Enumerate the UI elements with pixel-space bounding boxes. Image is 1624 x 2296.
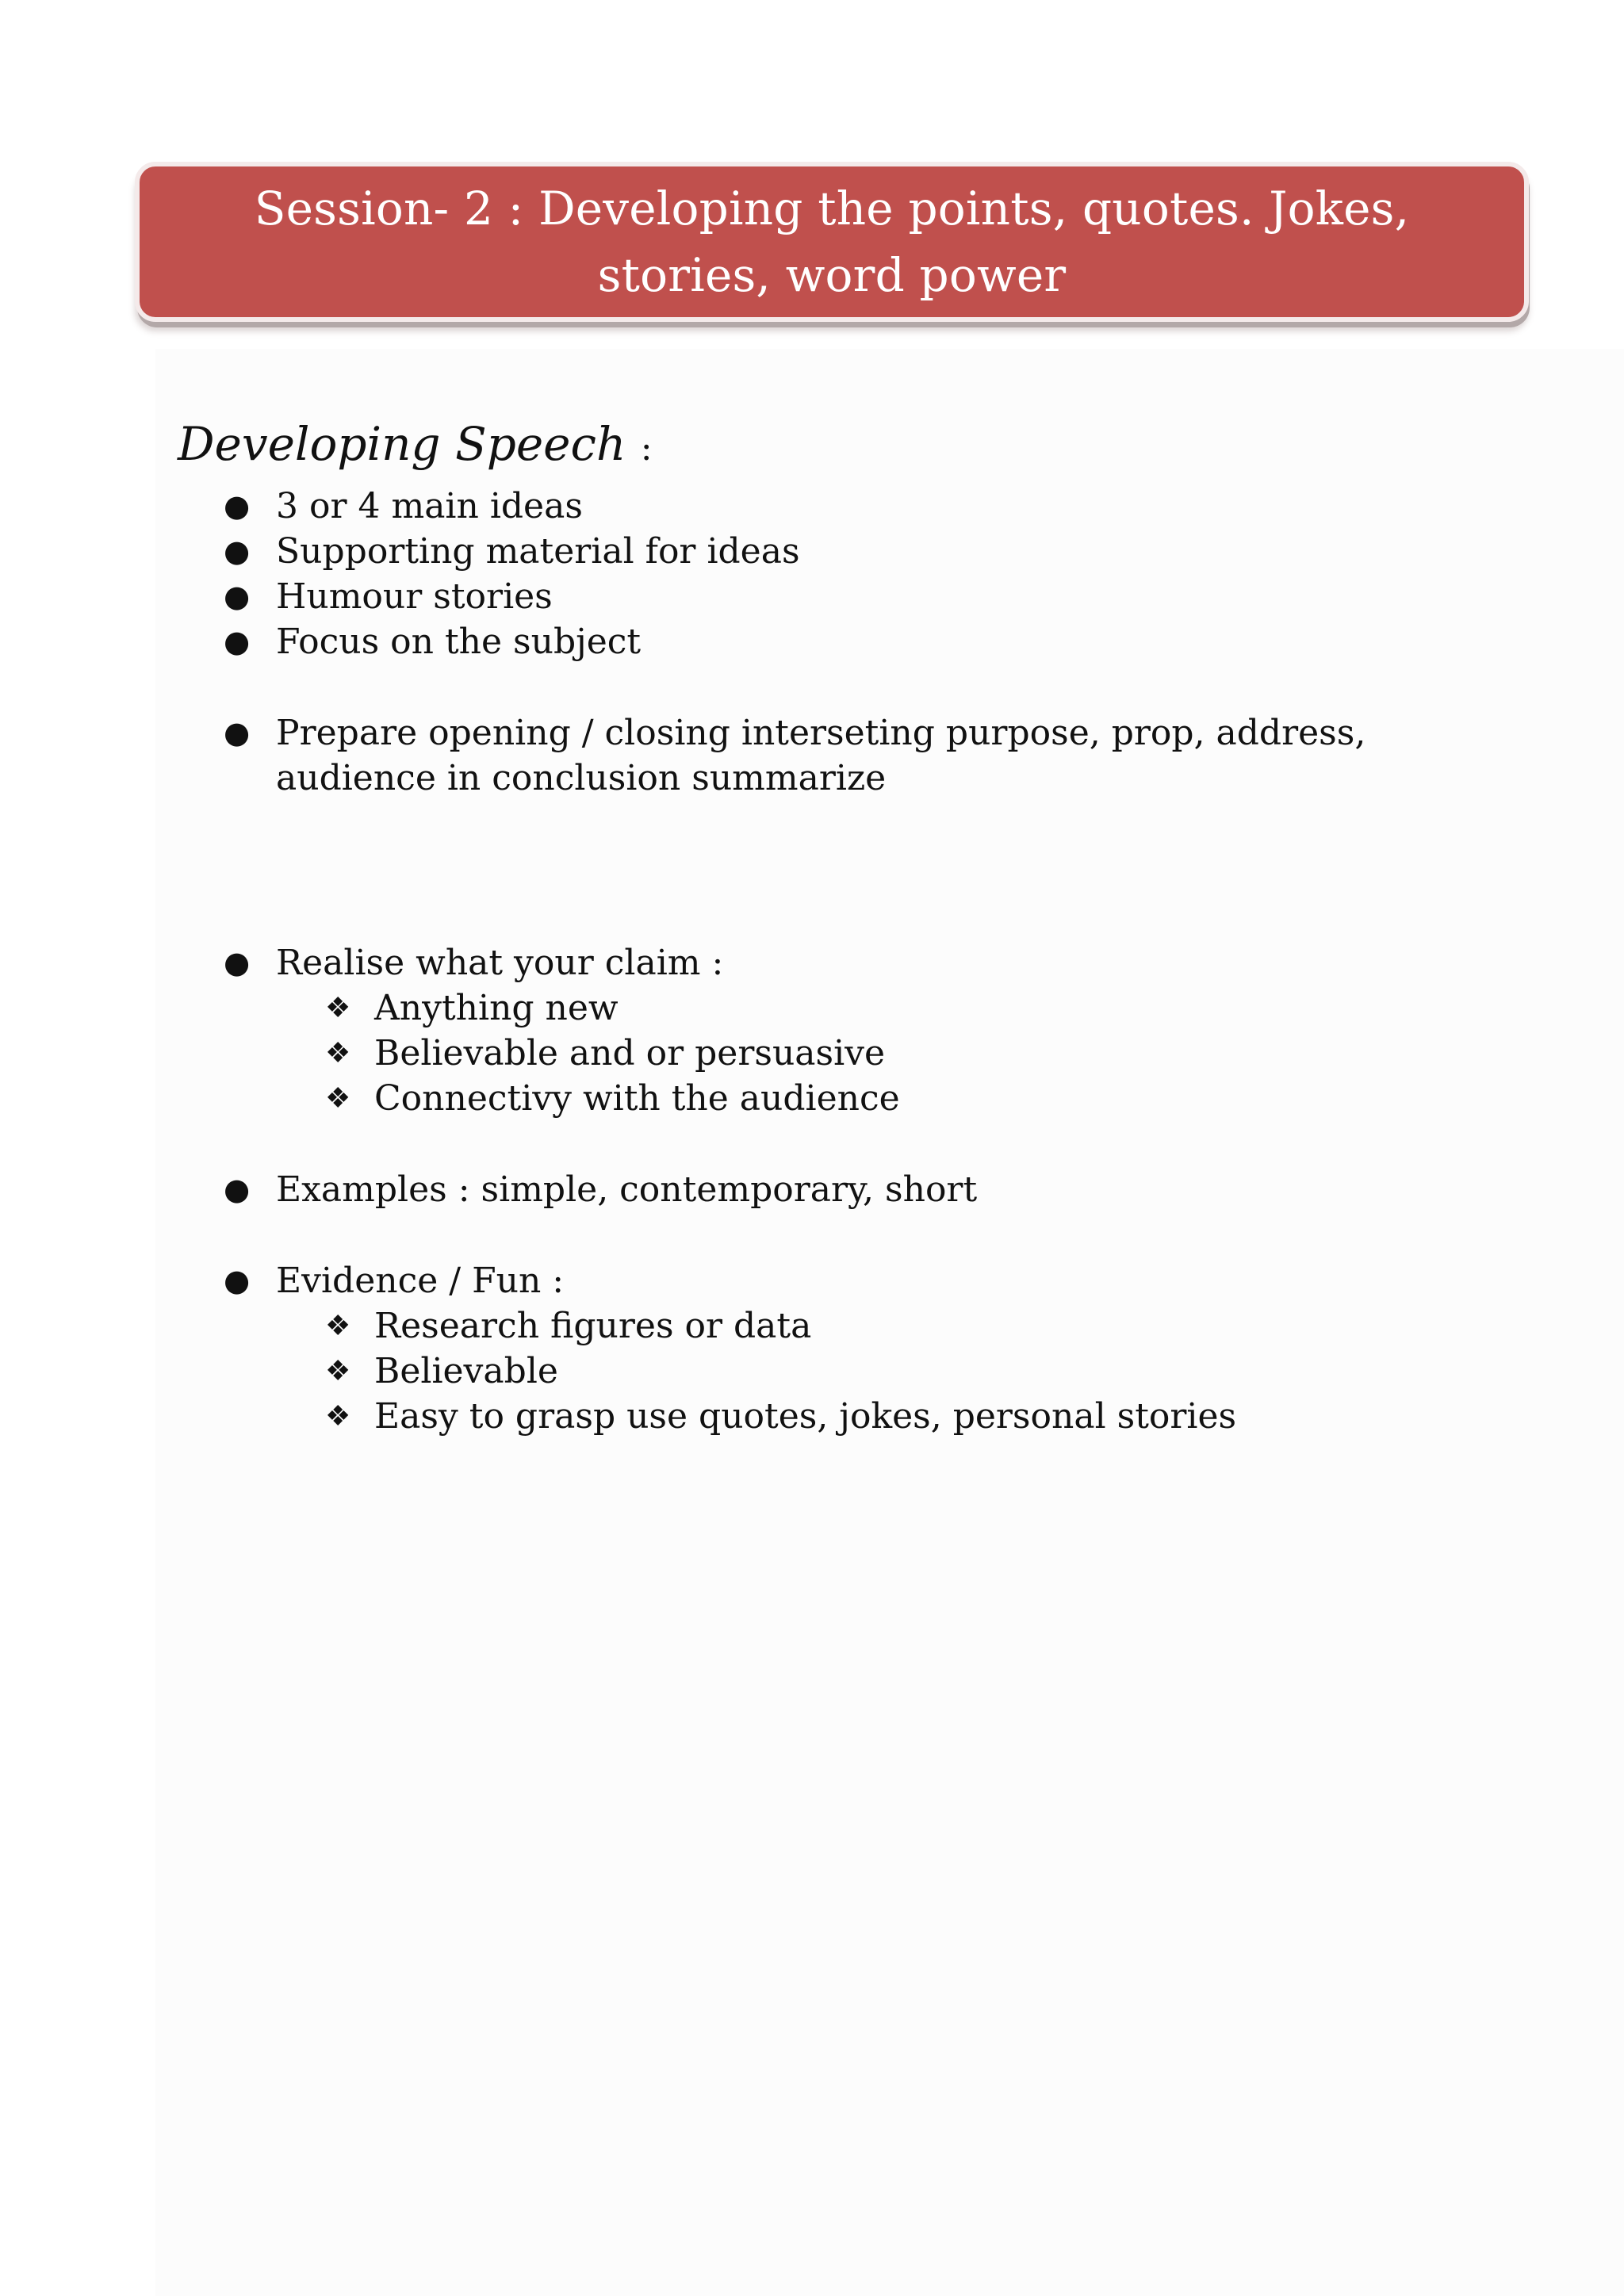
diamond-bullet-icon: ❖: [325, 1400, 351, 1433]
sub-list-item-text: Easy to grasp use quotes, jokes, personal stories: [374, 1396, 1237, 1437]
list-item: [178, 529, 1526, 574]
section-heading-colon: :: [640, 428, 653, 469]
sub-list-item: [178, 985, 1526, 1031]
list-item-evidence: [178, 1258, 1526, 1439]
diamond-bullet-icon: ❖: [325, 1310, 351, 1342]
sub-list-item: [178, 1394, 1526, 1439]
diamond-bullet-icon: ❖: [325, 1037, 351, 1070]
list-item-text: Supporting material for ideas: [276, 531, 800, 572]
bullet-list: [178, 484, 1526, 1439]
list-item: [178, 574, 1526, 619]
sub-list-item-text: Anything new: [374, 988, 619, 1028]
diamond-bullet-icon: ❖: [325, 992, 351, 1024]
sub-list-item-text: Believable and or persuasive: [374, 1033, 886, 1073]
sub-list-item: [178, 1303, 1526, 1349]
bullet-icon: ●: [224, 488, 251, 523]
sub-list-item-text: Believable: [374, 1351, 558, 1391]
section-heading: [178, 412, 1526, 480]
bullet-icon: ●: [224, 1263, 251, 1298]
list-item-text: Evidence / Fun :: [276, 1261, 565, 1301]
list-item-text: Humour stories: [276, 576, 553, 617]
diamond-bullet-icon: ❖: [325, 1082, 351, 1115]
bullet-icon: ●: [224, 624, 251, 659]
section-heading-text: Developing Speech: [178, 417, 626, 471]
spacer: [178, 1121, 1526, 1167]
list-item-examples: [178, 1167, 1526, 1212]
sub-list-item-text: Connectivy with the audience: [374, 1078, 900, 1119]
list-item-text: Examples : simple, contemporary, short: [276, 1169, 978, 1210]
list-item: [178, 484, 1526, 529]
bullet-icon: ●: [224, 715, 251, 750]
sub-list-item: [178, 1031, 1526, 1076]
list-item-text: Prepare opening / closing interseting purpose, prop, address, audience in conclusion summarize: [276, 713, 1366, 798]
title-banner: [135, 162, 1529, 322]
spacer: [178, 1212, 1526, 1258]
list-item-text: 3 or 4 main ideas: [276, 486, 583, 526]
spacer: [178, 801, 1526, 940]
spacer: [178, 664, 1526, 710]
document-body: [178, 412, 1526, 1439]
sub-list-item-text: Research figures or data: [374, 1306, 812, 1346]
list-item-text: Focus on the subject: [276, 622, 642, 662]
bullet-icon: ●: [224, 534, 251, 568]
list-item-text: Realise what your claim :: [276, 943, 724, 983]
sub-list: [276, 1303, 1526, 1439]
bullet-icon: ●: [224, 945, 251, 980]
diamond-bullet-icon: ❖: [325, 1355, 351, 1387]
bullet-icon: ●: [224, 1172, 251, 1207]
bullet-icon: ●: [224, 579, 251, 614]
sub-list-item: [178, 1349, 1526, 1394]
list-item: [178, 619, 1526, 664]
page-title: Session- 2 : Developing the points, quotes. Jokes, stories, word power: [254, 182, 1410, 302]
list-item-claim: [178, 940, 1526, 1121]
list-item-prepare: [178, 710, 1526, 801]
sub-list: [276, 985, 1526, 1121]
sub-list-item: [178, 1076, 1526, 1121]
